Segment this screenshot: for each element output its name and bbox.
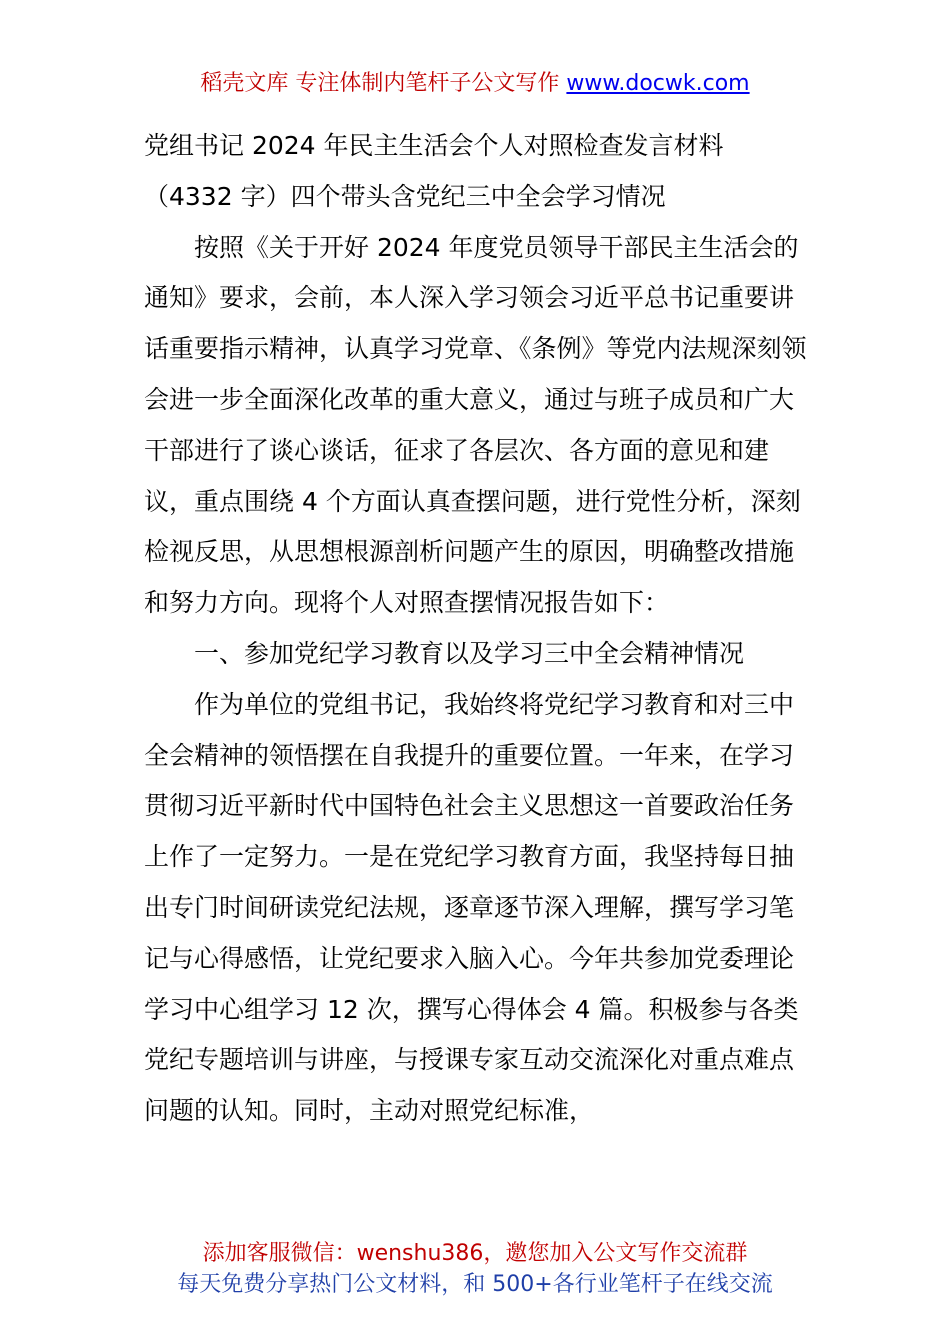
footer-share-line: 每天免费分享热门公文材料，和 500+各行业笔杆子在线交流 (177, 1272, 773, 1297)
brand-text: 稻壳文库 专注体制内笔杆子公文写作 (200, 71, 567, 96)
body-paragraph: 作为单位的党组书记，我始终将党纪学习教育和对三中全会精神的领悟摆在自我提升的重要位置。一年来，在学习贯彻习近平新时代中国特色社会主义思想这一首要政治任务上作了一定努力。一是在党纪学习教育方面，我坚持每日抽出专门时间研读党纪法规，逐章逐节深入理解，撰写学习笔记与心得感悟，让党纪要求入脑入心。今年共参加党委理论学习中心组学习 12 次，撰写心得体会 4 篇。积极参与各类党纪专题培训与讲座，与授课专家互动交流深化对重点难点问题的认知。同时，主动对照党纪标准， (144, 689, 799, 1126)
footer-wechat-line: 添加客服微信：wenshu386，邀您加入公文写作交流群 (202, 1241, 748, 1266)
website-link[interactable]: www.docwk.com (566, 71, 750, 96)
footer-banner (0, 1238, 950, 1300)
section-heading: 一、参加党纪学习教育以及学习三中全会精神情况 (194, 638, 745, 668)
document-title: 党组书记 2024 年民主生活会个人对照检查发言材料（4332 字）四个带头含党纪三中全会学习情况 (144, 131, 724, 211)
intro-paragraph: 按照《关于开好 2024 年度党员领导干部民主生活会的通知》要求，会前，本人深入学习领会习近平总书记重要讲话重要指示精神，认真学习党章、《条例》等党内法规深刻领会进一步全面深化改革的重大意义，通过与班子成员和广大干部进行了谈心谈话，征求了各层次、各方面的意见和建议，重点围绕 4 个方面认真查摆问题，进行党性分析，深刻检视反思，从思想根源剖析问题产生的原因，明确整改措施和努力方向。现将个人对照查摆情况报告如下： (144, 232, 807, 618)
document-body (144, 121, 808, 1137)
header-banner (0, 68, 950, 100)
